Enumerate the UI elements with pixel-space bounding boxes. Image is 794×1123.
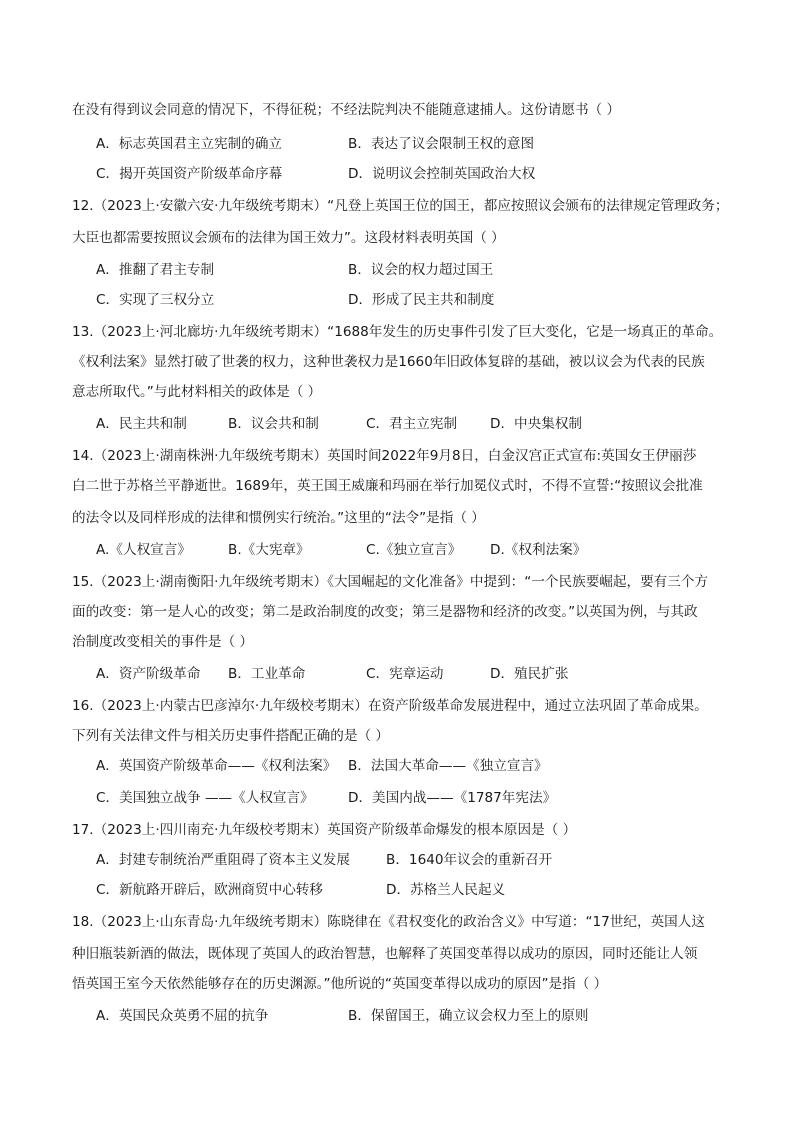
answer-options-row bbox=[96, 134, 756, 154]
answer-option: C．实现了三权分立 bbox=[96, 292, 215, 308]
answer-options-row bbox=[96, 880, 756, 900]
question-text-line: 16.（2023上·内蒙古巴彦淖尔·九年级校考期末）在资产阶级革命发展进程中，通过立法巩固了革命成果。 bbox=[72, 698, 708, 714]
answer-option: B．表达了议会限制王权的意图 bbox=[348, 136, 535, 152]
question-text-line: 种旧瓶装新酒的做法，既体现了英国人的政治智慧，也解释了英国变革得以成功的原因，同时还能让人领 bbox=[72, 946, 698, 962]
answer-option: D．说明议会控制英国政治大权 bbox=[348, 166, 536, 182]
question-text-line: 治制度改变相关的事件是（ ） bbox=[72, 634, 254, 650]
question-text-line: 白二世于苏格兰平静逝世。1689年，英王国王威廉和玛丽在举行加冕仪式时，不得不宣誓:“按照议会批准 bbox=[72, 478, 703, 494]
question-text-line: 15.（2023上·湖南衡阳·九年级统考期末）《大国崛起的文化准备》中提到：“一个民族要崛起，要有三个方 bbox=[72, 574, 709, 590]
question-text-line: 12.（2023上·安徽六安·九年级统考期末）“凡登上英国王位的国王，都应按照议会颁布的法律规定管理政务； bbox=[72, 198, 729, 214]
answer-option: B．议会共和制 bbox=[228, 416, 319, 432]
answer-options-row bbox=[96, 290, 756, 310]
answer-options-row bbox=[96, 788, 756, 808]
answer-option: D．美国内战——《1787年宪法》 bbox=[348, 790, 557, 806]
answer-options-row bbox=[96, 414, 756, 434]
question-text-line: 的法令以及同样形成的法律和惯例实行统治。”这里的“法令”是指（ ） bbox=[72, 510, 485, 526]
question-text-line: 《权利法案》显然打破了世袭的权力，这种世袭权力是1660年旧政体复辟的基础，被以议会为代表的民族 bbox=[72, 354, 705, 370]
answer-option: B．法国大革命——《独立宣言》 bbox=[348, 758, 548, 774]
answer-options-row bbox=[96, 164, 756, 184]
answer-option: D.《权利法案》 bbox=[490, 542, 587, 558]
answer-option: B.《大宪章》 bbox=[228, 542, 310, 558]
question-text-line: 在没有得到议会同意的情况下，不得征税；不经法院判决不能随意逮捕人。这份请愿书（ ） bbox=[72, 102, 621, 118]
answer-option: B．议会的权力超过国王 bbox=[348, 262, 494, 278]
question-text-line: 13.（2023上·河北廊坊·九年级统考期末）“1688年发生的历史事件引发了巨大变化，它是一场真正的革命。 bbox=[72, 324, 723, 340]
answer-option: C．揭开英国资产阶级革命序幕 bbox=[96, 166, 283, 182]
answer-option: A．封建专制统治严重阻碍了资本主义发展 bbox=[96, 852, 350, 868]
answer-options-row bbox=[96, 756, 756, 776]
answer-option: A．英国民众英勇不屈的抗争 bbox=[96, 1008, 269, 1024]
answer-option: C．新航路开辟后，欧洲商贸中心转移 bbox=[96, 882, 323, 898]
answer-options-row bbox=[96, 540, 756, 560]
answer-options-row bbox=[96, 850, 756, 870]
answer-option: C．宪章运动 bbox=[366, 666, 444, 682]
answer-option: C．君主立宪制 bbox=[366, 416, 458, 432]
question-text-line: 下列有关法律文件与相关历史事件搭配正确的是（ ） bbox=[72, 728, 389, 744]
answer-option: B．1640年议会的重新召开 bbox=[386, 852, 553, 868]
answer-options-row bbox=[96, 1006, 756, 1026]
answer-option: D．中央集权制 bbox=[490, 416, 583, 432]
answer-options-row bbox=[96, 664, 756, 684]
question-text-line: 意志所取代。”与此材料相关的政体是（ ） bbox=[72, 384, 322, 400]
answer-option: D．殖民扩张 bbox=[490, 666, 569, 682]
answer-options-row bbox=[96, 260, 756, 280]
answer-option: A．资产阶级革命 bbox=[96, 666, 201, 682]
question-text-line: 14.（2023上·湖南株洲·九年级统考期末）英国时间2022年9月8日，白金汉宫正式宣布:英国女王伊丽莎 bbox=[72, 448, 697, 464]
answer-option: B．工业革命 bbox=[228, 666, 306, 682]
answer-option: A．推翻了君主专制 bbox=[96, 262, 215, 278]
question-text-line: 大臣也都需要按照议会颁布的法律为国王效力”。这段材料表明英国（ ） bbox=[72, 230, 505, 246]
answer-option: A．民主共和制 bbox=[96, 416, 187, 432]
question-text-line: 18.（2023上·山东青岛·九年级统考期末）陈晓律在《君权变化的政治含义》中写道：“17世纪，英国人这 bbox=[72, 914, 705, 930]
answer-option: D．形成了民主共和制度 bbox=[348, 292, 495, 308]
question-text-line: 悟英国王室今天依然能够存在的历史渊源。”他所说的“英国变革得以成功的原因”是指（ ） bbox=[72, 976, 608, 992]
answer-option: A．标志英国君主立宪制的确立 bbox=[96, 136, 283, 152]
answer-option: D．苏格兰人民起义 bbox=[386, 882, 506, 898]
question-text-line: 面的改变：第一是人心的改变；第二是政治制度的改变；第三是器物和经济的改变。”以英国为例，与其政 bbox=[72, 604, 698, 620]
answer-option: B．保留国王，确立议会权力至上的原则 bbox=[348, 1008, 589, 1024]
answer-option: C．美国独立战争 ——《人权宣言》 bbox=[96, 790, 314, 806]
answer-option: A．英国资产阶级革命——《权利法案》 bbox=[96, 758, 337, 774]
answer-option: C.《独立宣言》 bbox=[366, 542, 462, 558]
question-text-line: 17.（2023上·四川南充·九年级校考期末）英国资产阶级革命爆发的根本原因是（ ） bbox=[72, 822, 577, 838]
answer-option: A.《人权宣言》 bbox=[96, 542, 191, 558]
